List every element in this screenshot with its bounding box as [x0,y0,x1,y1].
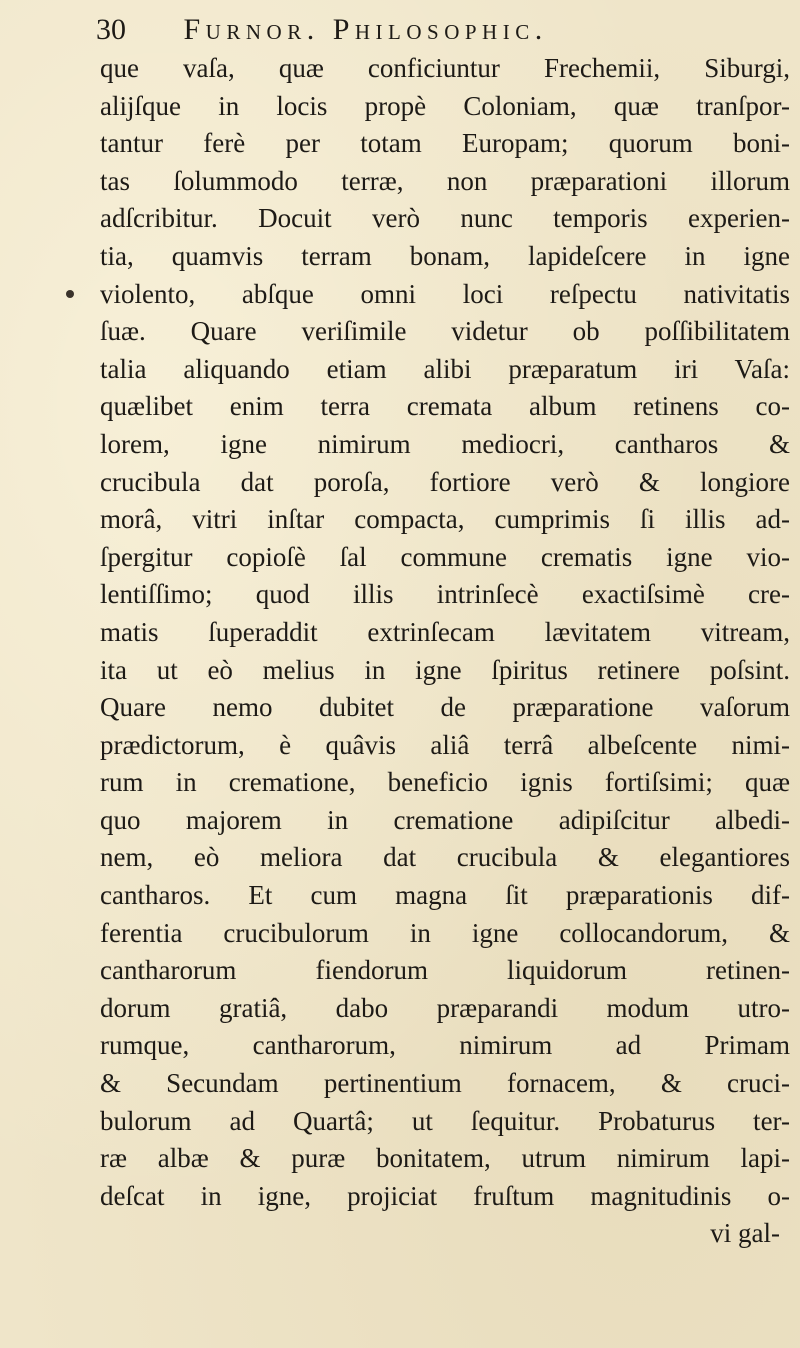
text-line: tas ſolummodo terræ, non præparationi illorum [100,165,790,196]
text-line: prædictorum, è quâvis aliâ terrâ albeſcente nimi- [100,729,790,760]
text-line: alijſque in locis propè Coloniam, quæ tranſpor- [100,90,790,121]
text-line: tia, quamvis terram bonam, lapideſcere in igne [100,240,790,271]
running-title: Furnor. Philosophic. [183,13,548,46]
text-line: quo majorem in crematione adipiſcitur albedi- [100,804,790,835]
text-line: ita ut eò melius in igne ſpiritus retinere poſsint. [100,654,790,685]
body-text [100,50,790,1253]
text-line: quælibet enim terra cremata album retinens co- [100,391,790,422]
text-line: ferentia crucibulorum in igne collocandorum, & [100,917,790,948]
text-line: adſcribitur. Docuit verò nunc temporis experien- [100,203,790,234]
text-line: ſuæ. Quare veriſimile videtur ob poſſibilitatem [100,316,790,347]
text-line: bulorum ad Quartâ; ut ſequitur. Probaturus ter- [100,1105,790,1136]
text-line: morâ, vitri inſtar compacta, cumprimis ſi illis ad- [100,504,790,535]
text-line: rum in crematione, beneficio ignis fortiſsimi; quæ [100,767,790,798]
text-line: vi gal- [710,1218,780,1249]
text-line: lentiſſimo; quod illis intrinſecè exactiſsimè cre- [100,579,790,610]
text-line: lorem, igne nimirum mediocri, cantharos & [100,428,790,459]
text-line: rumque, cantharorum, nimirum ad Primam [100,1030,790,1061]
text-line: Quare nemo dubitet de præparatione vaſorum [100,692,790,723]
text-line: dorum gratiâ, dabo præparandi modum utro- [100,992,790,1023]
text-line: ræ albæ & puræ bonitatem, utrum nimirum lapi- [100,1143,790,1174]
text-line: cantharos. Et cum magna ſit præparationis dif- [100,880,790,911]
running-head [96,12,736,48]
text-line: & Secundam pertinentium fornacem, & cruci- [100,1068,790,1099]
text-line: tantur ferè per totam Europam; quorum boni- [100,128,790,159]
text-line: deſcat in igne, projiciat fruſtum magnitudinis o- [100,1180,790,1211]
text-line: talia aliquando etiam alibi præparatum iri Vaſa: [100,353,790,384]
text-line: matis ſuperaddit extrinſecam lævitatem vitream, [100,616,790,647]
text-line: violento, abſque omni loci reſpectu nativitatis [100,278,790,309]
page-number: 30 [96,13,126,46]
text-line: ſpergitur copioſè ſal commune crematis igne vio- [100,541,790,572]
text-line: que vaſa, quæ conficiuntur Frechemii, Siburgi, [100,53,790,83]
text-line: crucibula dat poroſa, fortiore verò & longiore [100,466,790,497]
margin-bullet [66,290,74,298]
text-line: cantharorum fiendorum liquidorum retinen- [100,955,790,986]
text-line: nem, eò meliora dat crucibula & elegantiores [100,842,790,873]
